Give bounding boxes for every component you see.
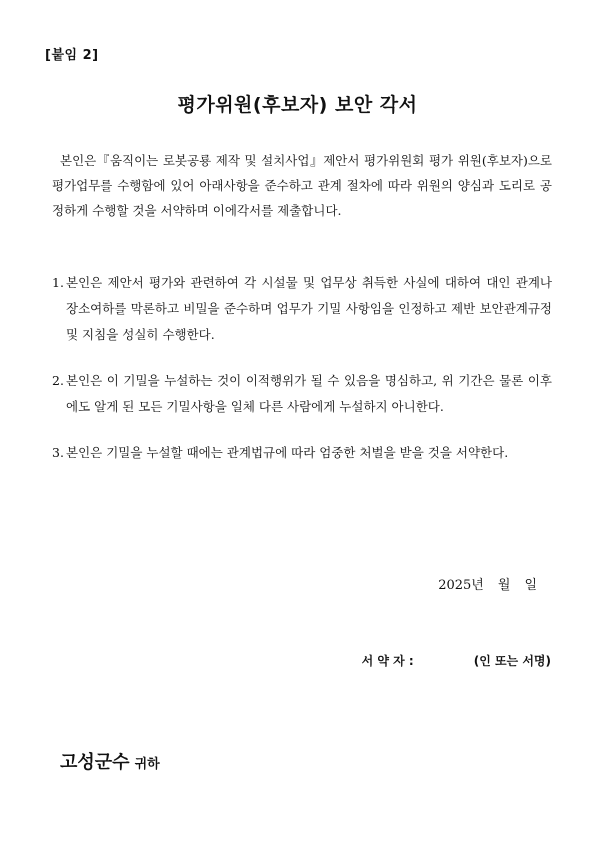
pledge-item (52, 440, 552, 466)
pledge-item (52, 368, 552, 420)
addressee-name: 고성군수 (60, 752, 130, 773)
pledge-item (52, 270, 552, 348)
item-text: 본인은 이 기밀을 누설하는 것이 이적행위가 될 수 있음을 명심하고, 위 기간은 물론 이후에도 알게 된 모든 기밀사항을 일체 다른 사람에게 누설하지 아니한다. (66, 373, 552, 414)
item-number: 1. (52, 275, 64, 290)
attachment-label: [붙임 2] (45, 48, 99, 63)
signer-label: 서 약 자 : (361, 654, 414, 668)
item-number: 2. (52, 373, 64, 388)
date-line (438, 574, 537, 593)
date-month: 월 (497, 578, 511, 593)
item-number: 3. (52, 445, 64, 460)
date-year: 2025년 (438, 578, 484, 593)
item-text: 본인은 기밀을 누설할 때에는 관계법규에 따라 엄중한 처벌을 받을 것을 서약한다. (66, 445, 509, 460)
seal-or-signature: (인 또는 서명) (473, 654, 551, 668)
addressee-suffix: 귀하 (134, 757, 160, 772)
signer-line (362, 652, 551, 669)
date-day: 일 (524, 578, 537, 593)
addressee (60, 748, 160, 774)
pledge-items (52, 270, 552, 486)
item-text: 본인은 제안서 평가와 관련하여 각 시설물 및 업무상 취득한 사실에 대하여 대인 관계나 장소여하를 막론하고 비밀을 준수하며 업무가 기밀 사항임을 인정하고 제반 보안관계규정 및 지침을 성실히 수행한다. (66, 275, 552, 342)
pledge-intro: 본인은『움직이는 로봇공룡 제작 및 설치사업』제안서 평가위원회 평가 위원(후보자)으로 평가업무를 수행함에 있어 아래사항을 준수하고 관계 절차에 따라 위원의 양심과 도리로 공정하게 수행할 것을 서약하며 이에각서를 제출합니다. (52, 153, 552, 218)
document-title: 평가위원(후보자) 보안 각서 (177, 94, 418, 116)
